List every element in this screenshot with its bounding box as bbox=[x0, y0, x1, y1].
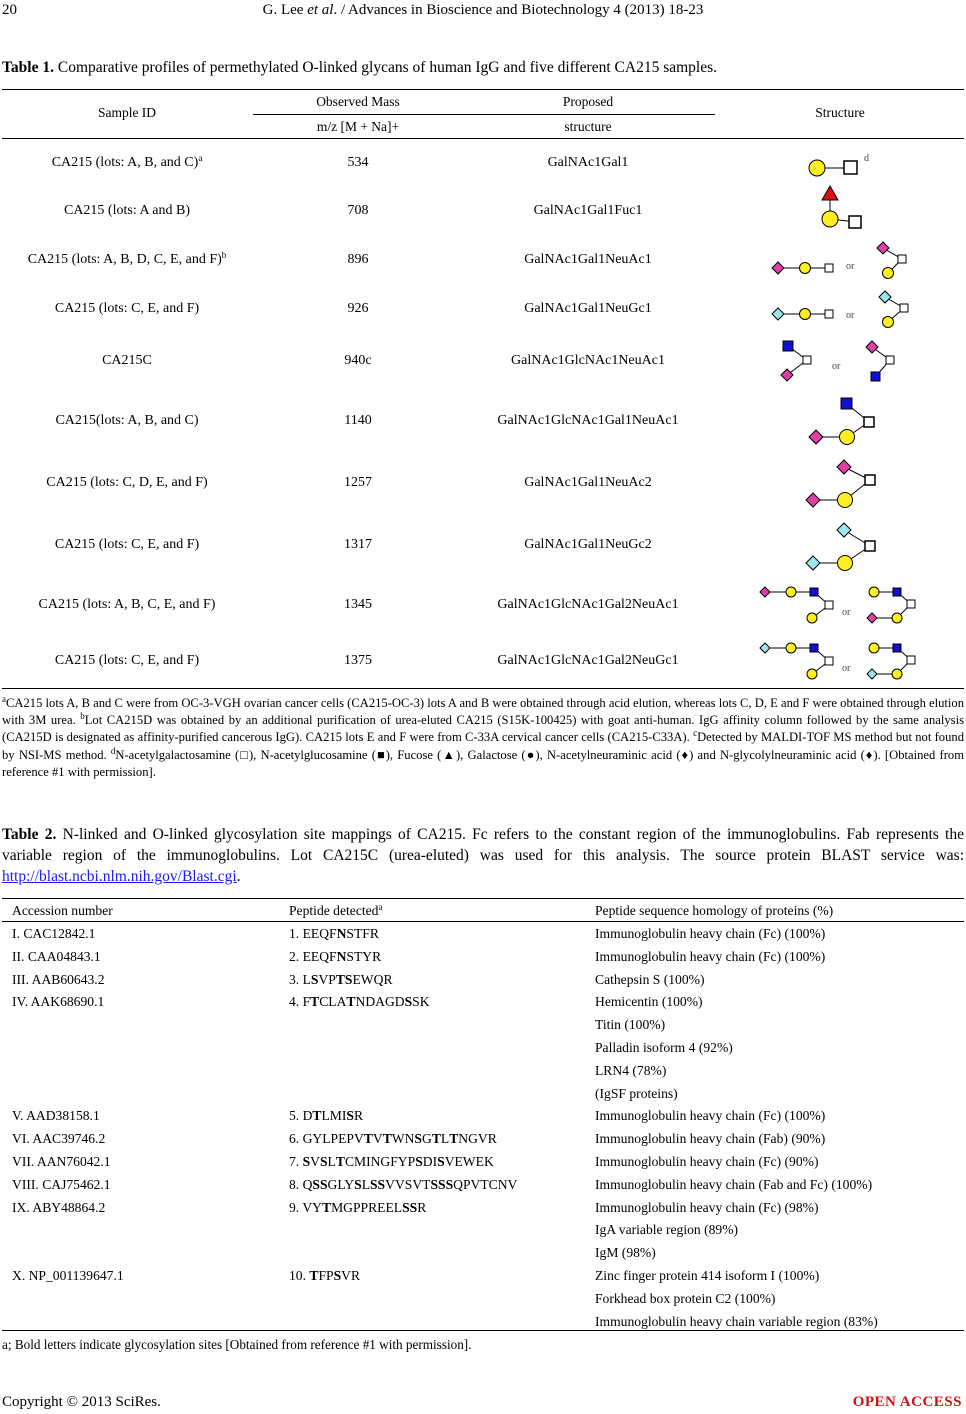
table1-header-mid-rule bbox=[253, 114, 715, 115]
table1-top-rule bbox=[2, 89, 964, 90]
homology-cell: Immunoglobulin heavy chain (Fc) (98%) bbox=[595, 1199, 819, 1215]
proposed-structure-cell: GalNAc1GlcNAc1Gal1NeuAc1 bbox=[497, 413, 679, 428]
homology-cell: IgA variable region (89%) bbox=[595, 1222, 739, 1238]
mass-cell: 1375 bbox=[344, 653, 372, 668]
peptide-segment: 8. Q bbox=[289, 1176, 313, 1192]
peptide-segment: 3. L bbox=[289, 971, 311, 987]
mass-cell: 534 bbox=[347, 155, 369, 170]
peptide-cell bbox=[289, 923, 379, 946]
col-header-proposed-structure: structure bbox=[564, 119, 612, 134]
glycosylation-site: S bbox=[346, 1108, 354, 1124]
peptide-segment: 5. D bbox=[289, 1108, 313, 1124]
peptide-segment: VEWEK bbox=[444, 1154, 494, 1169]
glycan-structure-1345 bbox=[756, 582, 926, 632]
peptide-segment: NDAGD bbox=[355, 994, 405, 1010]
homology-cell: (IgSF proteins) bbox=[595, 1085, 678, 1101]
peptide-cell bbox=[289, 991, 430, 1014]
accession-cell: VI. AAC39746.2 bbox=[12, 1131, 106, 1147]
glycosylation-site: SS bbox=[402, 1199, 418, 1215]
homology-cell: Titin (100%) bbox=[595, 1017, 666, 1033]
col-header-accession: Accession number bbox=[12, 903, 113, 918]
glycosylation-site: N bbox=[336, 948, 347, 964]
glycosylation-site: TS bbox=[335, 971, 353, 987]
peptide-segment: STFR bbox=[346, 926, 379, 941]
glycosylation-site: SS bbox=[370, 1176, 386, 1192]
peptide-segment: VR bbox=[341, 1268, 361, 1283]
homology-cell: Immunoglobulin heavy chain variable region (83%) bbox=[595, 1313, 878, 1329]
glycosylation-site: T bbox=[346, 994, 356, 1010]
glycosylation-site: T bbox=[321, 1199, 332, 1215]
sample-id-cell: CA215C bbox=[102, 353, 152, 368]
homology-cell: Immunoglobulin heavy chain (Fc) (100%) bbox=[595, 948, 826, 964]
glycosylation-site: SSS bbox=[430, 1176, 454, 1192]
glycosylation-site: S bbox=[414, 1131, 422, 1147]
svg-text:or: or bbox=[846, 261, 855, 272]
peptide-segment: 2. EEQF bbox=[289, 948, 337, 964]
sample-id-cell: CA215 (lots: C, D, E, and F) bbox=[46, 475, 208, 490]
glycan-structure-1140 bbox=[800, 392, 890, 452]
glycosylation-site: SS bbox=[312, 1176, 328, 1192]
peptide-segment: R bbox=[417, 1199, 427, 1215]
mass-cell: 1257 bbox=[344, 475, 372, 490]
accession-cell: VIII. CAJ75462.1 bbox=[12, 1176, 111, 1192]
mass-cell: 940c bbox=[344, 353, 372, 368]
accession-cell: X. NP_001139647.1 bbox=[12, 1268, 124, 1283]
homology-cell: Palladin isoform 4 (92%) bbox=[595, 1040, 733, 1055]
blast-link[interactable]: http://blast.ncbi.nlm.nih.gov/Blast.cgi bbox=[2, 868, 237, 885]
mass-cell: 926 bbox=[347, 301, 369, 316]
glycosylation-site: T bbox=[335, 1154, 345, 1169]
peptide-segment: NGVR bbox=[458, 1131, 497, 1147]
table2-top-rule bbox=[2, 898, 964, 899]
accession-cell: V. AAD38158.1 bbox=[12, 1108, 100, 1124]
sample-id-cell: CA215(lots: A, B, and C) bbox=[55, 413, 199, 428]
glycosylation-site: S bbox=[437, 1154, 445, 1169]
peptide-segment: FP bbox=[318, 1268, 334, 1283]
svg-text:or: or bbox=[842, 607, 851, 618]
proposed-structure-cell: GalNAc1Gal1NeuAc1 bbox=[524, 252, 652, 267]
peptide-segment: 10. bbox=[289, 1268, 310, 1283]
col-header-sample-id: Sample ID bbox=[97, 105, 157, 120]
table2-header-rule bbox=[2, 921, 964, 922]
homology-cell: Cathepsin S (100%) bbox=[595, 971, 705, 987]
peptide-segment: R bbox=[353, 1108, 364, 1124]
glycan-structure-926 bbox=[764, 287, 924, 333]
accession-cell: I. CAC12842.1 bbox=[12, 926, 96, 941]
peptide-segment: L bbox=[361, 1176, 370, 1192]
sample-id-cell: CA215 (lots: C, E, and F) bbox=[54, 653, 200, 668]
proposed-structure-cell: GalNAc1GlcNAc1Gal2NeuAc1 bbox=[497, 597, 679, 612]
peptide-segment: L bbox=[327, 1154, 336, 1169]
table2-footnote: a; Bold letters indicate glycosylation sites [Obtained from reference #1 with permission]. bbox=[2, 1337, 472, 1352]
glycosylation-site: S bbox=[302, 1154, 311, 1169]
proposed-structure-cell: GalNAc1Gal1Fuc1 bbox=[533, 203, 643, 218]
mass-cell: 1317 bbox=[344, 537, 372, 552]
peptide-segment: 9. VY bbox=[289, 1199, 322, 1215]
glycosylation-site: T bbox=[431, 1131, 441, 1147]
homology-cell: Immunoglobulin heavy chain (Fc) (90%) bbox=[595, 1154, 819, 1169]
col-header-mass-unit: m/z [M + Na]+ bbox=[316, 119, 400, 134]
proposed-structure-cell: GalNAc1Gal1NeuGc2 bbox=[524, 537, 652, 552]
peptide-segment: EWQR bbox=[352, 971, 393, 987]
glycosylation-site: S bbox=[333, 1268, 342, 1283]
table1-footnote: $^a$CA215 lots A, B and C were from OC-3-VGH ovarian cancer cells (CA215-OC-3) lots A and B were obtained through acid elution, whereas lots C, D, E and F were obtained through elution with 3M urea. $^b$Lot CA215D was obtained by an additional purification of urea-eluted CA215 (S15K-100425) with goat anti-human. IgG affinity column followed by the same analysis (CA215D is designated as affinity-purified cancerous IgG). CA215 lots E and F were from C-33A cervical cancer cells (CA215-C33A). $^c$Detected by MALDI-TOF MS method but not found by NSI-MS method. $^d$N-acetylgalactosamine (□), N-acetylglucosamine (■), Fucose (▲), Galactose (●), N-acetylneuraminic acid (♦) and N-glycolylneuraminic acid (♦). [Obtained from reference #1 with permission]. bbox=[2, 694, 964, 779]
col-header-structure: Structure bbox=[815, 105, 865, 120]
sample-id-cell: CA215 (lots: A, B, and C)$^a$ bbox=[51, 153, 203, 170]
mass-cell: 708 bbox=[347, 203, 369, 218]
mass-cell: 1140 bbox=[344, 413, 372, 428]
proposed-structure-cell: GalNAc1GlcNAc1NeuAc1 bbox=[511, 353, 665, 368]
glycan-structure-940 bbox=[776, 338, 916, 388]
glycosylation-site: S bbox=[404, 994, 413, 1010]
homology-cell: Immunoglobulin heavy chain (Fc) (100%) bbox=[595, 1108, 826, 1124]
accession-cell: II. CAA04843.1 bbox=[12, 948, 101, 964]
sample-id-cell: CA215 (lots: A, B, C, E, and F) bbox=[38, 597, 216, 612]
peptide-cell bbox=[289, 1174, 517, 1197]
mass-cell: 896 bbox=[347, 252, 369, 267]
peptide-segment: CMINGFYP bbox=[344, 1154, 416, 1169]
peptide-segment: QPVTCNV bbox=[453, 1176, 518, 1192]
open-access-label: OPEN ACCESS bbox=[852, 1394, 962, 1410]
peptide-segment: WN bbox=[391, 1131, 415, 1147]
peptide-segment: CLA bbox=[319, 994, 347, 1010]
table1-bottom-rule bbox=[2, 688, 964, 689]
peptide-segment: G bbox=[421, 1131, 432, 1147]
sample-id-cell: CA215 (lots: A, B, D, C, E, and F)$^b$ bbox=[27, 250, 227, 267]
peptide-segment: 7. bbox=[289, 1154, 303, 1169]
peptide-segment: STYR bbox=[346, 948, 382, 964]
glycosylation-site: T bbox=[309, 1268, 319, 1283]
homology-cell: IgM (98%) bbox=[595, 1245, 656, 1261]
peptide-segment: LMI bbox=[321, 1108, 347, 1124]
glycosylation-site: N bbox=[336, 926, 347, 941]
peptide-segment: L bbox=[440, 1131, 450, 1147]
homology-cell: Immunoglobulin heavy chain (Fab and Fc) (100%) bbox=[595, 1176, 873, 1192]
peptide-segment: VVSVT bbox=[385, 1176, 431, 1192]
svg-text:or: or bbox=[842, 663, 851, 674]
glycosylation-site: S bbox=[415, 1154, 423, 1169]
mass-cell: 1345 bbox=[344, 597, 372, 612]
col-header-proposed: Proposed bbox=[562, 94, 614, 109]
sample-id-cell: CA215 (lots: C, E, and F) bbox=[54, 537, 200, 552]
peptide-cell bbox=[289, 1105, 363, 1128]
glycosylation-site: S bbox=[310, 971, 319, 987]
sample-id-cell: CA215 (lots: C, E, and F) bbox=[54, 301, 200, 316]
table1-header-rule bbox=[2, 138, 964, 139]
glycan-d-mark: d bbox=[864, 153, 869, 164]
glycan-structure-896 bbox=[764, 238, 924, 284]
page-number: 20 bbox=[2, 2, 17, 18]
peptide-segment: 1. EEQF bbox=[289, 926, 337, 941]
peptide-cell bbox=[289, 946, 381, 969]
accession-cell: IV. AAK68690.1 bbox=[12, 994, 105, 1010]
table2-caption: Table 2. N-linked and O-linked glycosylation site mappings of CA215. Fc refers to the constant region of the immunoglobulins. Fab represents the variable region of the immunoglobulins. Lot CA215C (urea-eluted) was used for this analysis. The source protein BLAST service was: http://blast.ncbi.nlm.nih.gov/Blast.cgi. bbox=[2, 826, 964, 885]
peptide-cell bbox=[289, 1265, 360, 1288]
copyright: Copyright © 2013 SciRes. bbox=[2, 1394, 161, 1410]
peptide-segment: MGPPREEL bbox=[331, 1199, 403, 1215]
col-header-homology: Peptide sequence homology of proteins (%) bbox=[595, 903, 834, 918]
glycosylation-site: T bbox=[363, 1131, 373, 1147]
proposed-structure-cell: GalNAc1Gal1NeuGc1 bbox=[524, 301, 652, 316]
proposed-structure-cell: GalNAc1Gal1 bbox=[547, 155, 629, 170]
glycosylation-site: T bbox=[310, 994, 320, 1010]
accession-cell: VII. AAN76042.1 bbox=[12, 1154, 111, 1169]
running-title: G. Lee et al. / Advances in Bioscience and Biotechnology 4 (2013) 18-23 bbox=[262, 2, 704, 18]
homology-cell: LRN4 (78%) bbox=[595, 1062, 667, 1078]
peptide-segment: V bbox=[372, 1131, 383, 1147]
peptide-cell bbox=[289, 969, 393, 992]
homology-cell: Immunoglobulin heavy chain (Fc) (100%) bbox=[595, 926, 826, 941]
glycan-structure-708 bbox=[800, 182, 880, 232]
homology-cell: Forkhead box protein C2 (100%) bbox=[595, 1290, 776, 1306]
peptide-segment: 6. GYLPEPV bbox=[289, 1131, 364, 1147]
peptide-segment: GLY bbox=[327, 1176, 355, 1192]
peptide-segment: VP bbox=[318, 971, 336, 987]
table1-caption: Table 1. Comparative profiles of permethylated O-linked glycans of human IgG and five different CA215 samples. bbox=[2, 59, 718, 76]
accession-cell: IX. ABY48864.2 bbox=[12, 1199, 106, 1215]
glycosylation-site: T bbox=[449, 1131, 459, 1147]
peptide-segment: DI bbox=[422, 1154, 438, 1169]
glycan-structure-1257 bbox=[800, 455, 890, 515]
proposed-structure-cell: GalNAc1GlcNAc1Gal2NeuGc1 bbox=[497, 653, 679, 668]
peptide-segment: SK bbox=[412, 994, 430, 1010]
homology-cell: Zinc finger protein 414 isoform I (100%) bbox=[595, 1268, 820, 1283]
homology-cell: Hemicentin (100%) bbox=[595, 994, 703, 1010]
peptide-cell bbox=[289, 1128, 497, 1151]
glycosylation-site: S bbox=[319, 1154, 328, 1169]
peptide-cell bbox=[289, 1151, 494, 1174]
peptide-segment: V bbox=[310, 1154, 320, 1169]
proposed-structure-cell: GalNAc1Gal1NeuAc2 bbox=[524, 475, 652, 490]
glycosylation-site: S bbox=[354, 1176, 362, 1192]
col-header-observed-mass: Observed Mass bbox=[316, 94, 400, 109]
col-header-peptide: Peptide detected$^a$ bbox=[289, 902, 383, 918]
sample-id-cell: CA215 (lots: A and B) bbox=[63, 203, 190, 218]
homology-cell: Immunoglobulin heavy chain (Fab) (90%) bbox=[595, 1131, 826, 1147]
svg-text:or: or bbox=[846, 310, 855, 321]
svg-text:or: or bbox=[832, 361, 841, 372]
glycosylation-site: T bbox=[382, 1131, 392, 1147]
peptide-segment: 4. F bbox=[289, 994, 311, 1010]
glycan-structure-1375 bbox=[756, 638, 926, 688]
glycosylation-site: T bbox=[312, 1108, 322, 1124]
accession-cell: III. AAB60643.2 bbox=[12, 971, 105, 987]
glycan-structure-1317 bbox=[800, 518, 890, 578]
peptide-cell bbox=[289, 1197, 426, 1220]
glycan-structure-534 bbox=[760, 145, 920, 185]
